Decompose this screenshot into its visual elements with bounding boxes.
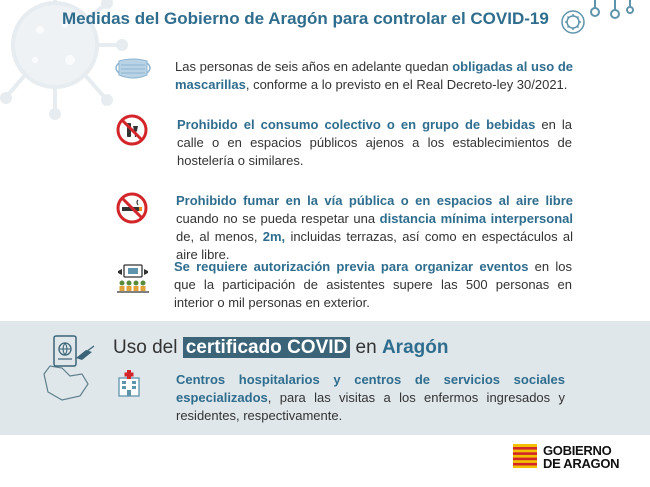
logo-line1: GOBIERNO: [543, 443, 612, 458]
measure-drinks: [177, 116, 572, 170]
measure-drinks-bold: Prohibido el consumo colectivo o en grupo de bebidas: [177, 117, 536, 132]
measure-masks-pre: Las personas de seis años en adelante quedan: [175, 59, 453, 74]
no-smoking-icon: [116, 192, 148, 224]
measure-masks-bold: obligadas al uso de mascarillas: [175, 59, 574, 92]
measure-smoking-bold: Prohibido fumar en la vía pública o en espacios al aire libre: [176, 193, 573, 208]
no-drinks-icon: [116, 114, 148, 146]
passport-aragon-icon: [40, 330, 100, 402]
molecule-decoration-icon: [585, 0, 650, 22]
measure-smoking-post: incluidas terrazas, así como en espectáculos al aire libre.: [176, 229, 574, 262]
certificate-title-mid: en: [350, 337, 382, 358]
measure-smoking: [176, 192, 573, 264]
event-audience-icon: [116, 263, 150, 295]
certificate-title: [113, 337, 448, 359]
measure-masks: [175, 58, 573, 94]
certificate-title-highlight: certificado COVID: [183, 337, 351, 358]
aragon-flag-icon: [513, 444, 537, 468]
face-mask-icon: [113, 55, 153, 83]
certificate-title-pre: Uso del: [113, 337, 183, 358]
page-title: Medidas del Gobierno de Aragón para controlar el COVID-19: [62, 9, 549, 28]
certificate-rule: [176, 371, 565, 425]
certificate-title-region: Aragón: [381, 337, 449, 358]
measure-drinks-post: en la calle o en espacios públicos ajenos a los establecimientos de hostelería o similares.: [177, 117, 572, 168]
measure-masks-post: , conforme a lo previsto en el Real Decreto-ley 30/2021.: [245, 77, 568, 92]
logo-text: [543, 444, 619, 470]
measure-events-post: en los que la participación de asistentes supere las 500 personas en interior o mil personas en exterior.: [174, 259, 572, 310]
virus-icon: [560, 9, 586, 35]
measure-smoking-mid1: cuando no se pueda respetar una: [176, 211, 380, 226]
measure-smoking-mid2: de, al menos,: [176, 229, 263, 244]
measure-smoking-bold3: 2m,: [262, 229, 286, 244]
measure-events-bold: Se requiere autorización previa para organizar eventos: [174, 259, 529, 274]
logo-line2: DE ARAGON: [543, 456, 620, 471]
measure-events: [174, 258, 572, 312]
certificate-rule-bold: Centros hospitalarios y centros de servicios sociales especializados: [176, 372, 565, 405]
hospital-icon: [116, 370, 142, 398]
measure-smoking-bold2: distancia mínima interpersonal: [379, 211, 573, 226]
certificate-rule-post: , para las visitas a los enfermos ingresados y residentes, respectivamente.: [176, 390, 565, 423]
